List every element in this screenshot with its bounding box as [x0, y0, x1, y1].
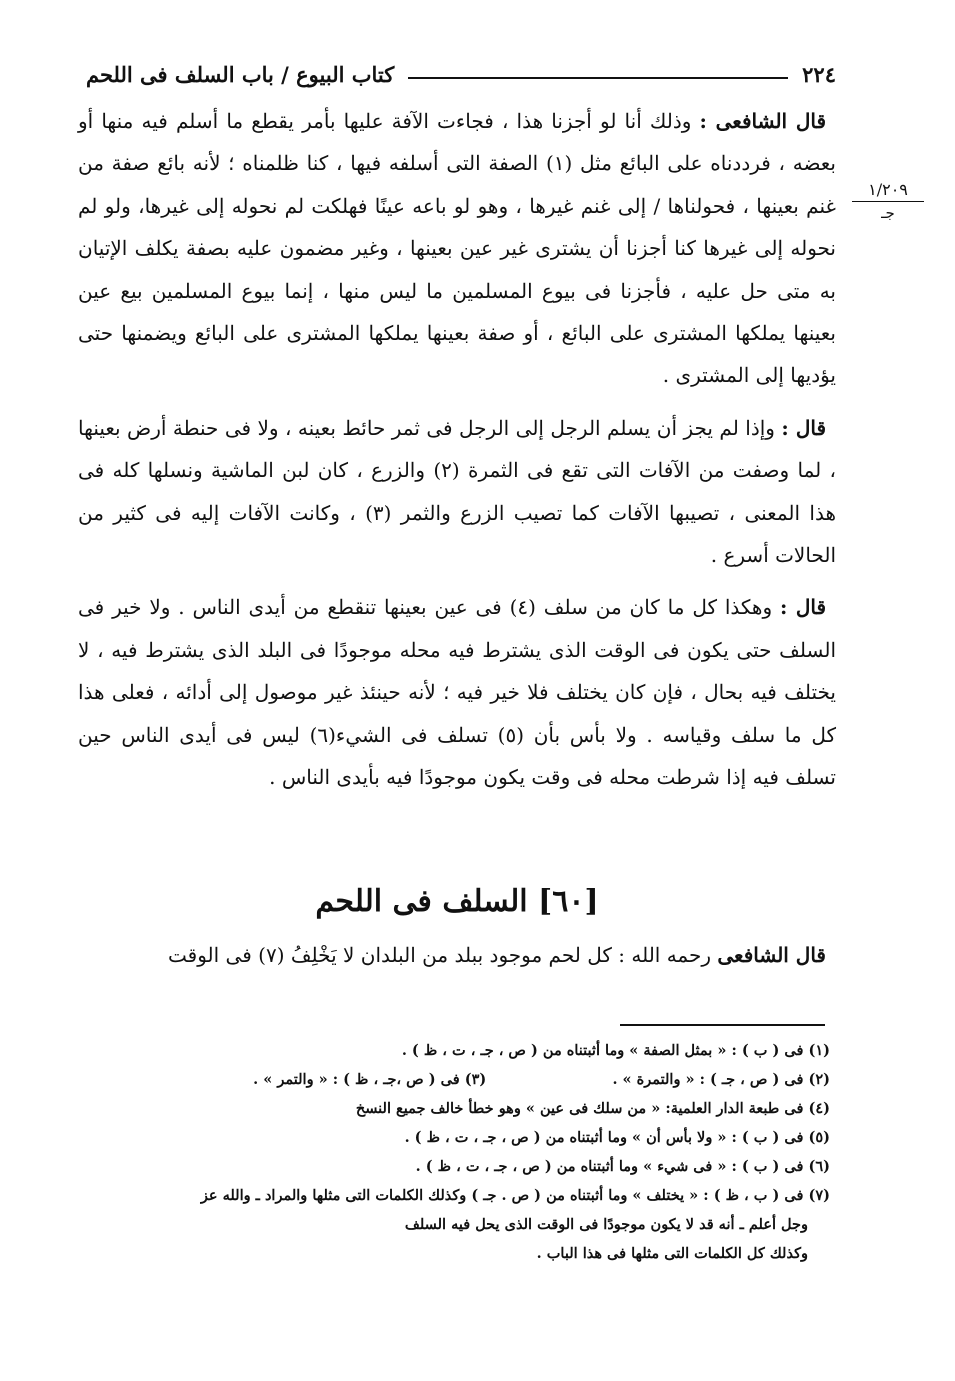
footnote-4: (٤) فى طبعة الدار العلمية: « من سلك فى عين » وهو خطأ خالف جميع النسخ [355, 1100, 830, 1117]
section-text: رحمه الله : كل لحم موجود ببلد من البلدان لا يَخْلِفُ (٧) فى الوقت [168, 943, 718, 967]
footnote-rule [620, 1024, 825, 1026]
footnote-7: (٧) فى ( ب ، ظ ) : « يختلف » وما أثبتناه من ( ص . جـ ) وكذلك الكلمات التى مثلها والمراد ـ والله عز [200, 1187, 830, 1204]
speaker-label: قال الشافعى : [699, 109, 827, 133]
footnote-6: (٦) فى ( ب ) : « فى شيء » وما أثبتناه من ( ص ، جـ ، ت ، ظ ) . [415, 1158, 830, 1175]
paragraph-2 [78, 407, 836, 577]
speaker-label: قال : [779, 595, 827, 620]
section-heading: [٦٠] السلف فى اللحم [315, 884, 599, 919]
header-rule [408, 77, 788, 79]
margin-reference-number: ١/٢٠٩ [852, 180, 924, 202]
paragraph-text: وذلك أنا لو أجزنا هذا ، فجاءت الآفة عليها بأمر يقطع ما أسلم فيه منها أو بعضه ، فرددناه على البائع مثل (١) الصفة التى أسلفه فيها ، كنا ظلمناه ؛ لأنه بائع صفة من غنم بعينها ، فحولناها / إلى غنم غيرها ، وهو لو باعه عينًا فهلكت لم نحوله إلى غيرها، ولو لم نحوله إلى غيرها كنا أجزنا أن يشترى غير عين بعينها ، وغير مضمون عليه بصفة يكلف الإتيان به متى حل عليه ، فأجزنا فى بيوع المسلمين ما ليس منها ، إنما بيوع المسلمين بيع عين بعينها يملكها المشترى على البائع ، أو صفة بعينها يملكها المشترى على البائع ويضمنها حتى يؤديها إلى المشترى . [78, 109, 837, 388]
paragraph-text: وهكذا كل ما كان من سلف (٤) فى عين بعينها تنقطع من أيدى الناس . ولا خير فى السلف حتى يكون فى الوقت الذى يشترط فيه محله موجودًا فى البلد الذى يشترط فيه ، لا يختلف فيه بحال ، فإن كان يختلف فلا خير فيه ؛ لأنه حينئذ غير موصول إلى أدائه ، فعلى هذا كل ما سلف وقياسه . ولا بأس بأن (٥) تسلف فى الشيء(٦) ليس فى أيدى الناس حين تسلف فيه إذا شرطت محله فى وقت يكون موجودًا فيه بأيدى الناس . [78, 595, 836, 790]
section-first-line [78, 934, 836, 976]
footnote-5: (٥) فى ( ب ) : « ولا بأس أن » وما أثبتناه من ( ص ، جـ ، ت ، ظ ) . [404, 1129, 830, 1146]
margin-reference [852, 180, 924, 222]
footnote-7-continuation-2: وكذلك كل الكلمات التى مثلها فى هذا الباب . [536, 1245, 808, 1262]
paragraph-text: وإذا لم يجز أن يسلم الرجل إلى الرجل فى ثمر حائط بعينه ، ولا فى حنطة أرض بعينها ، لما وصفت من الآفات التى تقع فى الثمرة (٢) والزرع ، كان لبن الماشية ونسلها كله فى هذا المعنى ، تصيبها الآفات كما تصيب الزرع والثمر (٣) ، وكانت الآفات إليه فى كثير من الحالات أسرع . [78, 415, 836, 568]
speaker-label: قال الشافعى [717, 943, 826, 967]
paragraph-3 [78, 586, 836, 798]
speaker-label: قال : [781, 415, 826, 440]
paragraph-1 [78, 100, 836, 397]
footnote-2-3: (٢) فى ( ص ، جـ ) : « والتمرة » . (٣) فى ( ص ،جـ ، ظ ) : « والتمر » . [253, 1071, 830, 1088]
footnote-1: (١) فى ( ب ) : « بمثل الصفة » وما أثبتناه من ( ص ، جـ ، ت ، ظ ) . [401, 1042, 830, 1059]
margin-reference-volume: جـ [881, 204, 895, 222]
footnotes [78, 1036, 830, 1268]
footnote-7-continuation-1: وجل أعلم ـ أنه قد لا يكون موجودًا فى الوقت الذى يحل فيه السلف [404, 1216, 808, 1233]
page-number: ٢٢٤ [802, 61, 836, 87]
running-title: كتاب البيوع / باب السلف فى اللحم [86, 61, 395, 87]
running-header [86, 56, 836, 92]
main-text [78, 100, 836, 809]
